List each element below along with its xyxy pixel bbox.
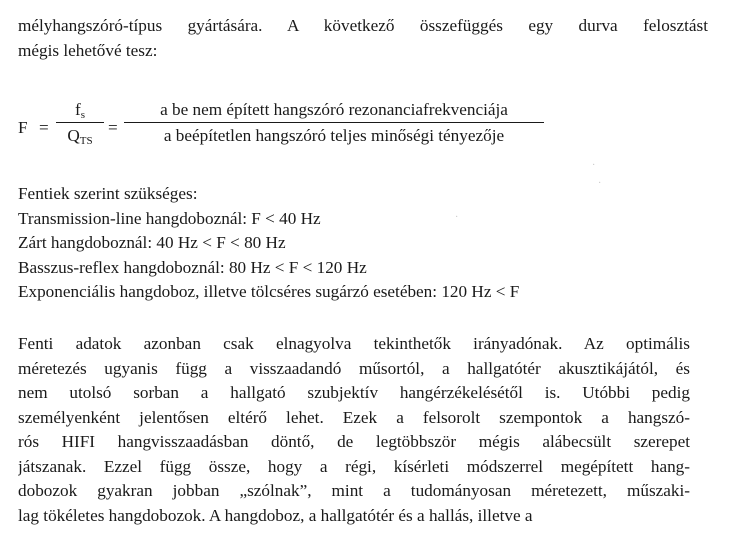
closing-line-3: nem utolsó sorban a hallgató szubjektív hangérzékelésétől is. Utóbbi pedig bbox=[18, 383, 690, 402]
intro-line-1: mélyhangszóró-típus gyártására. A következő összefüggés egy durva felosztást bbox=[18, 16, 708, 35]
closing-line-6: játszanak. Ezzel függ össze, hogy a régi, kísérleti módszerrel megépített hang- bbox=[18, 456, 690, 476]
fraction-denominator-verbal: a beépítetlen hangszóró teljes minőségi tényezője bbox=[163, 126, 505, 145]
scan-speck: · bbox=[455, 212, 459, 223]
fraction-denominator-symbolic bbox=[56, 123, 104, 147]
scan-speck: · bbox=[598, 178, 602, 189]
fraction-numerator-verbal: a be nem épített hangszóró rezonanciafrekvenciája bbox=[124, 98, 544, 123]
requirement-item: Zárt hangdoboznál: 40 Hz < F < 80 Hz bbox=[18, 233, 286, 252]
closing-line-8: lag tökéletes hangdobozok. A hangdoboz, a hallgatótér és a hallás, illetve a bbox=[18, 505, 533, 525]
intro-paragraph bbox=[18, 14, 708, 63]
intro-line-2: mégis lehetővé tesz: bbox=[18, 40, 158, 60]
closing-line-5: rós HIFI hangvisszaadásban döntő, de legtöbbször mégis alábecsült szerepet bbox=[18, 432, 690, 451]
closing-paragraph bbox=[18, 332, 690, 528]
formula-equals-1: = bbox=[39, 118, 49, 137]
scan-speck: · bbox=[592, 160, 596, 171]
closing-line-1: Fenti adatok azonban csak elnagyolva tekinthetők irányadónak. Az optimális bbox=[18, 334, 690, 353]
requirement-item: Transmission-line hangdoboznál: F < 40 Hz bbox=[18, 208, 321, 228]
formula-fraction-verbal bbox=[124, 98, 544, 147]
qts-symbol: Q bbox=[67, 126, 80, 145]
formula-fraction-symbolic bbox=[56, 98, 104, 147]
formula-equals-2: = bbox=[108, 118, 118, 137]
formula-lhs: F bbox=[18, 118, 28, 137]
requirement-item: Exponenciális hangdoboz, illetve tölcséres sugárzó esetében: 120 Hz < F bbox=[18, 282, 520, 301]
requirements-heading: Fentiek szerint szükséges: bbox=[18, 184, 198, 203]
closing-line-2: méretezés ugyanis függ a visszaadandó műsortól, a hallgatótér akusztikájától, és bbox=[18, 358, 690, 378]
resonance-formula bbox=[18, 98, 708, 168]
closing-line-7: dobozok gyakran jobban „szólnak”, mint a tudományosan méretezett, műszaki- bbox=[18, 481, 690, 500]
qts-subscript: TS bbox=[79, 135, 93, 147]
fs-subscript: s bbox=[80, 109, 85, 121]
requirements-list bbox=[18, 182, 519, 305]
fs-symbol: f bbox=[74, 100, 81, 119]
closing-line-4: személyenként jelentősen eltérő lehet. Ezek a felsorolt szempontok a hangszó- bbox=[18, 407, 690, 427]
requirement-item: Basszus-reflex hangdoboznál: 80 Hz < F < 120 Hz bbox=[18, 257, 367, 277]
fraction-numerator-symbolic bbox=[56, 98, 104, 123]
